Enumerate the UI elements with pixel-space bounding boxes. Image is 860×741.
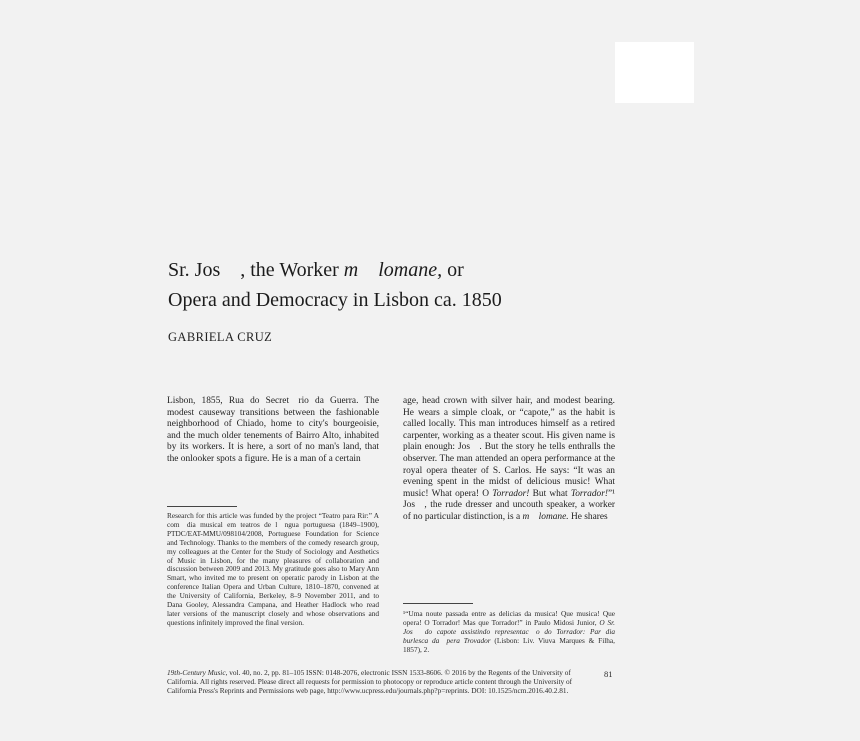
body-column-left: Lisbon, 1855, Rua do Secret rio da Guerra. The modest causeway transitions between the fashionable neighborhood of Chiado, home to city's bourgeoisie, and the much older tenements of Bairro Alto, inhabited by its workers. It is here, a sort of no man's land, that the onlooker spots a figure. He is a man of a certain — [167, 396, 379, 464]
title-line-2: Opera and Democracy in Lisbon ca. 1850 — [168, 289, 502, 311]
journal-citation: vol. 40, no. 2, pp. 81–105 ISSN: 0148-2076, electronic ISSN 1533-8606. © 2016 by the Regents of the University of California. All rights reserved. Please direct all requests for permission to photocopy or reproduce article content through the University of California Press's Reprints and Permissions web page, http://www.ucpress.edu/journals.php?p=reprints. DOI: 10.1525/ncm.2016.40.2.81. — [167, 668, 573, 695]
footnote-1-text-1: ¹“Uma noute passada entre as delicias da musica! Que musica! Que opera! O Torrador! Mas que Torrador!” in Paulo Midosi Junior, — [403, 609, 615, 627]
footnote-1-text-2: (Lisbon: Liv. Viuva Marques & Filha, 1857), 2. — [403, 635, 615, 654]
footnote-acknowledgments: Research for this article was funded by the project “Teatro para Rir:” A com dia musical em teatros de l ngua portuguesa (1849–1900), PTDC/EAT-MMU/098104/2008, Portuguese Foundation for Science and Technology. Thanks to the members of the comedy research group, my colleagues at the Center for the Study of Sociology and Aesthetics of Music in Lisbon, for the many pleasures of collaboration and discussion between 2009 and 2013. My gratitude goes also to Mary Ann Smart, who invited me to present on operatic parody in Lisbon at the conference Italian Opera and Urban Culture, 1810–1870, convened at the University of California, Berkeley, 8–9 November 2011, and to Dana Gooley, Alessandra Campana, and Heather Hadlock who read later versions of the manuscript closely and whose observations and questions infinitely improved the final version. — [167, 511, 379, 627]
body-right-text-1: age, head crown with silver hair, and modest bearing. He wears a simple cloak, or “capote,” as the habit is called locally. This man introduces himself as a retired carpenter, working as a theater scout. His given name is plain enough: Jos . But the story he tells enthralls the observer. The man attended an opera performance at the royal opera theater of S. Carlos. He says: “It was an evening spent in the midst of delicious music! What music! What opera! O — [403, 396, 615, 499]
body-right-italic-3: m lomane. — [522, 511, 569, 522]
body-column-right — [403, 396, 615, 524]
journal-footer — [167, 669, 587, 696]
article-title — [168, 255, 628, 315]
page-number: 81 — [604, 669, 613, 679]
body-right-text-4: He shares — [568, 511, 608, 522]
title-line-1 — [168, 255, 628, 285]
author-name: GABRIELA CRUZ — [168, 330, 273, 344]
body-right-text-3: ”¹ Jos , the rude dresser and uncouth speaker, a worker of no particular distinction, is a — [403, 488, 615, 522]
corner-blank-box — [615, 42, 694, 103]
title-line-1-italic: m lomane, — [343, 259, 443, 281]
body-right-italic-1: Torrador! — [492, 488, 530, 499]
journal-name: 19th-Century Music, — [167, 668, 228, 677]
title-line-1-end: or — [442, 259, 464, 281]
footnote-1-italic: O Sr. Jos do capote assistindo representac o do Torrador: Par dia burlesca da pera Trovador — [403, 617, 615, 645]
footnote-divider-left — [167, 506, 237, 507]
body-right-italic-2: Torrador! — [570, 488, 609, 499]
title-line-1-start: Sr. Jos , the Worker — [168, 259, 344, 281]
footnote-1 — [403, 610, 615, 655]
body-right-text-2: But what — [529, 488, 571, 499]
footnote-divider-right — [403, 603, 473, 604]
